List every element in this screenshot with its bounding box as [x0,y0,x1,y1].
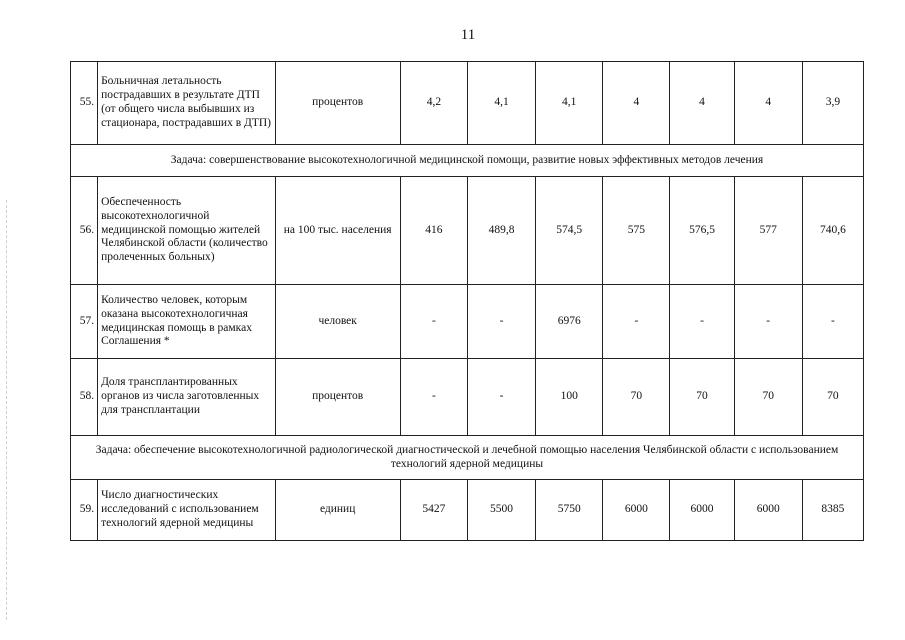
value-cell: 4 [734,62,802,145]
unit-cell: единиц [275,480,400,541]
indicator-name: Больничная летальность пострадавших в результате ДТП (от общего числа выбывших из стационара, пострадавших в ДТП) [98,62,275,145]
value-cell: 4 [603,62,670,145]
value-cell: 70 [802,359,863,436]
value-cell: 100 [536,359,603,436]
value-cell: 576,5 [670,177,734,285]
value-cell: 5427 [400,480,467,541]
table-row-55 [71,62,864,145]
value-cell: 6000 [734,480,802,541]
indicator-name: Доля трансплантированных органов из числа заготовленных для трансплантации [98,359,275,436]
value-cell: 489,8 [467,177,535,285]
task-row [71,436,864,480]
value-cell: 4 [670,62,734,145]
indicator-name: Число диагностических исследований с использованием технологий ядерной медицины [98,480,275,541]
row-number: 59. [71,480,98,541]
indicator-name: Обеспеченность высокотехнологичной медицинской помощью жителей Челябинской области (количество пролеченных больных) [98,177,275,285]
row-number: 56. [71,177,98,285]
value-cell: 6000 [670,480,734,541]
value-cell: 4,1 [467,62,535,145]
unit-cell: на 100 тыс. населения [275,177,400,285]
value-cell: 5500 [467,480,535,541]
value-cell: 6000 [603,480,670,541]
value-cell: - [603,285,670,359]
row-number: 57. [71,285,98,359]
table-row-57 [71,285,864,359]
value-cell: 574,5 [536,177,603,285]
value-cell: 4,2 [400,62,467,145]
scan-edge-mark [6,200,8,620]
value-cell: - [400,359,467,436]
value-cell: 70 [734,359,802,436]
value-cell: 6976 [536,285,603,359]
unit-cell: процентов [275,62,400,145]
row-number: 58. [71,359,98,436]
task-row [71,145,864,177]
value-cell: 416 [400,177,467,285]
value-cell: - [400,285,467,359]
value-cell: 577 [734,177,802,285]
row-number: 55. [71,62,98,145]
unit-cell: процентов [275,359,400,436]
value-cell: 8385 [802,480,863,541]
value-cell: - [802,285,863,359]
table-row-59 [71,480,864,541]
value-cell: 5750 [536,480,603,541]
value-cell: 70 [603,359,670,436]
indicators-table [70,61,864,541]
indicator-name: Количество человек, которым оказана высокотехнологичная медицинская помощь в рамках Соглашения * [98,285,275,359]
value-cell: 70 [670,359,734,436]
table-row-58 [71,359,864,436]
value-cell: 575 [603,177,670,285]
value-cell: - [467,359,535,436]
task-heading: Задача: обеспечение высокотехнологичной радиологической диагностической и лечебной помощью населения Челябинской области с использованием технологий ядерной медицины [71,436,864,480]
table-row-56 [71,177,864,285]
value-cell: - [734,285,802,359]
unit-cell: человек [275,285,400,359]
value-cell: 740,6 [802,177,863,285]
value-cell: - [467,285,535,359]
value-cell: 3,9 [802,62,863,145]
value-cell: 4,1 [536,62,603,145]
value-cell: - [670,285,734,359]
task-heading: Задача: совершенствование высокотехнологичной медицинской помощи, развитие новых эффективных методов лечения [71,145,864,177]
page-number: 11 [460,27,476,43]
